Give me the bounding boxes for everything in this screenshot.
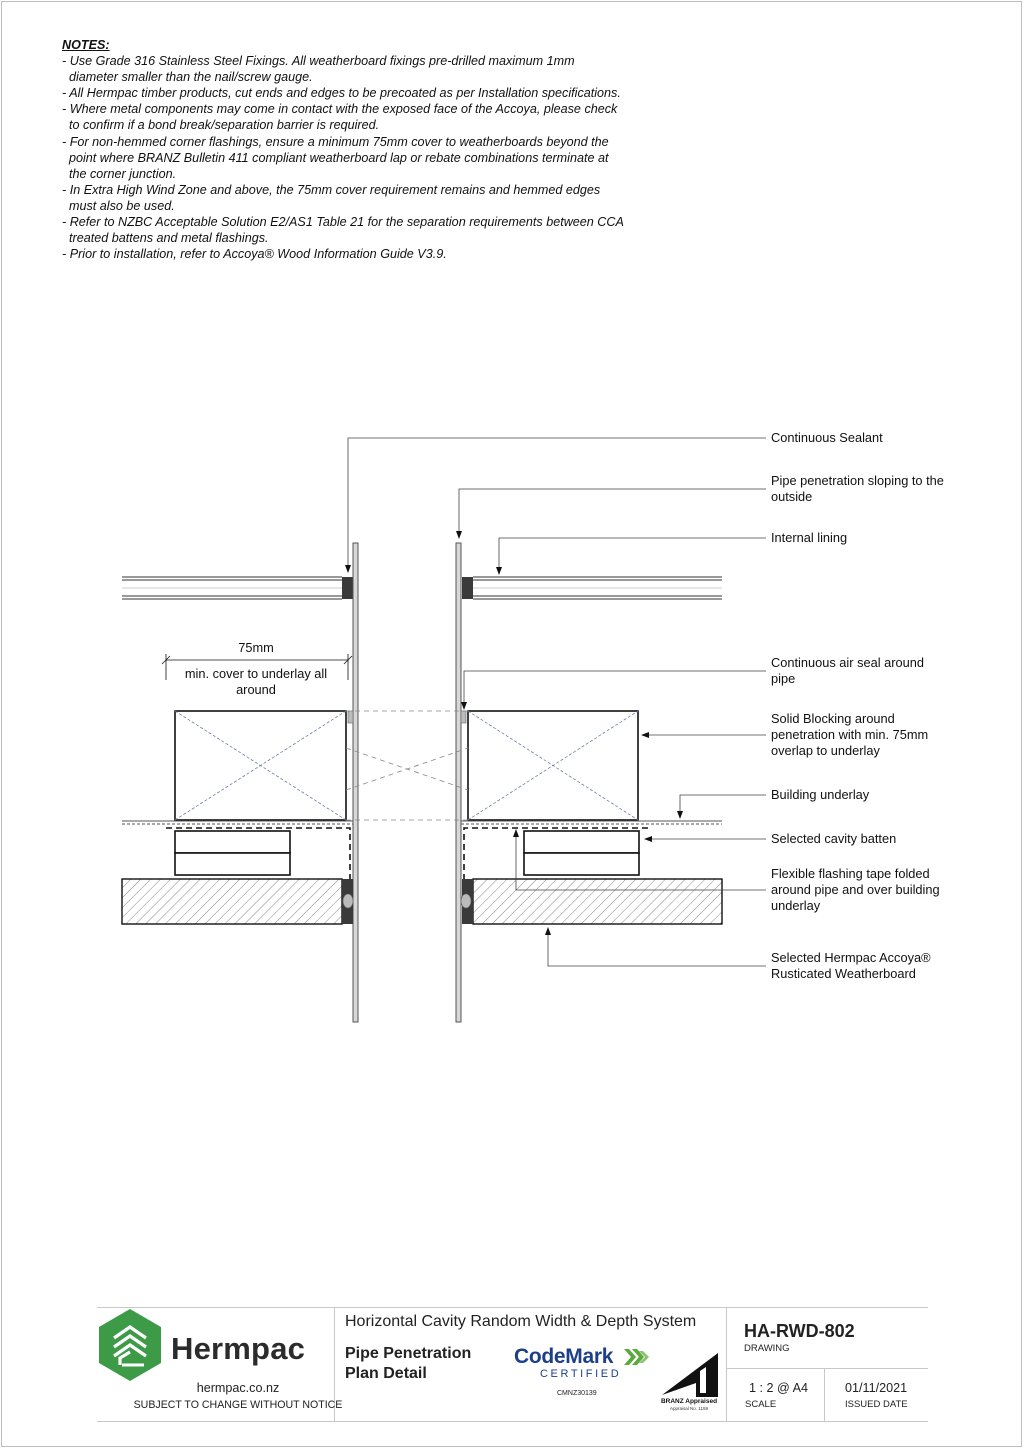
note-line: - Where metal components may come in contact with the exposed face of the Accoya, please check xyxy=(62,102,618,117)
note-line: - Refer to NZBC Acceptable Solution E2/AS1 Table 21 for the separation requirements between CCA xyxy=(62,215,624,230)
branz-appraisal-number: Appraisal No. 1159 xyxy=(670,1406,708,1411)
callout-continuous-sealant: Continuous Sealant xyxy=(771,430,883,445)
title-block-top-border xyxy=(97,1307,928,1308)
website-link[interactable]: hermpac.co.nz xyxy=(196,1381,280,1395)
building-underlay xyxy=(122,821,722,824)
scale-value: 1 : 2 @ A4 xyxy=(749,1381,808,1395)
note-line: - Prior to installation, refer to Accoya® Wood Information Guide V3.9. xyxy=(62,247,447,262)
title-block-divider xyxy=(824,1368,825,1422)
issued-date-caption: ISSUED DATE xyxy=(845,1399,908,1410)
note-line: - In Extra High Wind Zone and above, the 75mm cover requirement remains and hemmed edges xyxy=(62,182,601,197)
drawing-title-line-1: Pipe Penetration xyxy=(345,1345,472,1362)
note-line: - For non-hemmed corner flashings, ensure a minimum 75mm cover to weatherboards beyond the xyxy=(62,134,609,149)
drawing-number: HA-RWD-802 xyxy=(744,1321,855,1341)
note-line: to confirm if a bond break/separation barrier is required. xyxy=(62,118,380,133)
sealant-right xyxy=(462,577,473,599)
drawing-title-line-2: Plan Detail xyxy=(345,1365,427,1382)
note-line: treated battens and metal flashings. xyxy=(62,231,269,246)
callout-air-seal: Continuous air seal around pipe xyxy=(771,655,924,686)
callout-weatherboard: Selected Hermpac Accoya® Rusticated Weatherboard xyxy=(771,950,931,981)
solid-blocking xyxy=(175,711,638,820)
pipe-wall-left xyxy=(353,543,358,1022)
sealant-left xyxy=(342,577,353,599)
weatherboards xyxy=(122,879,722,924)
air-seal-right xyxy=(461,711,466,723)
codemark-chevrons-icon xyxy=(624,1347,650,1367)
callout-pipe-penetration: Pipe penetration sloping to the outside xyxy=(771,473,944,504)
title-block-bottom-border xyxy=(97,1421,928,1422)
title-block-divider xyxy=(726,1368,928,1369)
issued-date-value: 01/11/2021 xyxy=(845,1381,908,1395)
dimension-text: min. cover to underlay all around xyxy=(184,666,328,697)
note-line: - All Hermpac timber products, cut ends and edges to be precoated as per Installation specifications. xyxy=(62,86,621,101)
codemark-logo-text: CodeMark xyxy=(514,1345,614,1368)
notes-title: NOTES: xyxy=(62,38,110,52)
note-line: - Use Grade 316 Stainless Steel Fixings. All weatherboard fixings pre-drilled maximum 1mm xyxy=(62,54,575,69)
note-line: point where BRANZ Bulletin 411 compliant weatherboard lap or rebate combinations terminate at xyxy=(62,150,609,165)
codemark-certified: CERTIFIED xyxy=(540,1368,622,1380)
drawing-title xyxy=(345,1344,471,1384)
air-seal-left xyxy=(348,711,353,723)
callout-building-underlay: Building underlay xyxy=(771,787,870,802)
callout-flashing-tape: Flexible flashing tape folded around pipe and over building underlay xyxy=(771,866,940,913)
dimension-value: 75mm xyxy=(238,640,274,655)
drawing-caption: DRAWING xyxy=(744,1343,790,1354)
title-block-divider xyxy=(726,1307,727,1422)
scale-caption: SCALE xyxy=(745,1399,777,1410)
hermpac-logo-icon xyxy=(98,1308,162,1382)
pipe-wall-right xyxy=(456,543,461,1022)
callout-cavity-batten: Selected cavity batten xyxy=(771,831,897,846)
cavity-battens xyxy=(175,831,639,875)
subject-notice: SUBJECT TO CHANGE WITHOUT NOTICE xyxy=(133,1399,343,1411)
codemark-number: CMNZ30139 xyxy=(557,1390,597,1397)
note-line: the corner junction. xyxy=(62,166,177,181)
branz-label: BRANZ Appraised xyxy=(660,1398,718,1405)
callout-internal-lining: Internal lining xyxy=(771,530,848,545)
note-line: must also be used. xyxy=(62,198,175,213)
brand-name: Hermpac xyxy=(171,1331,306,1366)
note-line: diameter smaller than the nail/screw gauge. xyxy=(62,70,313,85)
system-name: Horizontal Cavity Random Width & Depth System xyxy=(345,1313,697,1330)
callout-solid-blocking: Solid Blocking around penetration with min. 75mm overlap to underlay xyxy=(771,711,929,758)
